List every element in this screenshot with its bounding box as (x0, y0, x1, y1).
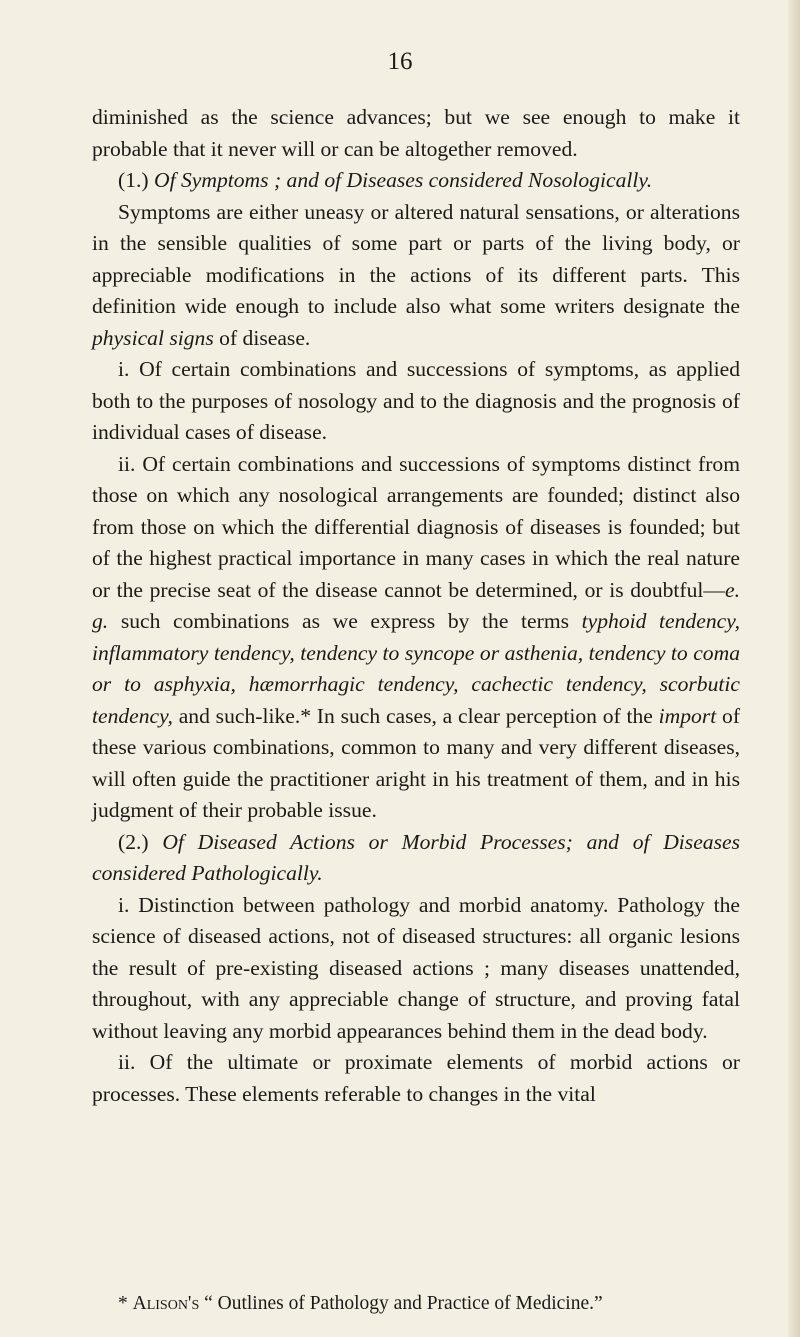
footnote-marker: * (118, 1293, 133, 1314)
italic-text: Of Symptoms ; and of Diseases considered Nosologically. (153, 168, 653, 192)
page-edge (788, 0, 800, 1337)
paragraph-item-i-pathology: i. Distinction between pathology and morbid anatomy. Pathology the science of diseased actions, not of diseased structures: all organic lesions the result of pre-existing diseased actions ; many diseases unattended, throughout, with any appreciable change of structure, and proving fatal without leaving any morbid appearances behind them in the dead body. (92, 892, 740, 1043)
paragraph-item-ii-elements: ii. Of the ultimate or proximate elements of morbid actions or processes. These elements referable to changes in the vital (92, 1050, 740, 1106)
section-heading-diseased-actions: (2.) Of Diseased Actions or Morbid Processes; and of Diseases considered Pathologically. (92, 829, 740, 885)
page-number: 16 (387, 48, 413, 75)
section-heading-symptoms: (1.) Of Symptoms ; and of Diseases considered Nosologically. (118, 168, 653, 192)
italic-text: import (658, 703, 717, 728)
paragraph-symptoms-definition: Symptoms are either uneasy or altered natural sensations, or alterations in the sensible qualities of some part or parts of the living body, or appreciable modifications in the actions of its different parts. This definition wide enough to include also what some writers designate the physical signs of disease. (92, 199, 740, 350)
italic-text: typhoid tendency, inflammatory tendency, tendency to syncope or asthenia, tendency to coma or to asphyxia, hæmorrhagic tendency, cachectic tendency, scorbutic tendency, (92, 609, 740, 728)
body-text (92, 102, 740, 1110)
paragraph-item-i-combinations: i. Of certain combinations and successions of symptoms, as applied both to the purposes of nosology and to the diagnosis and the prognosis of individual cases of disease. (92, 357, 740, 444)
italic-text: e. g. (92, 577, 740, 633)
italic-text: physical signs (92, 325, 214, 350)
italic-text: Of Diseased Actions or Morbid Processes; and of Diseases considered Pathologically. (92, 829, 740, 885)
paragraph-item-ii-tendencies: ii. Of certain combinations and successions of symptoms distinct from those on which any nosological arrangements are founded; distinct also from those on which the differential diagnosis of diseases is founded; but of the highest practical importance in many cases in which the real nature or the precise seat of the disease cannot be determined, or is doubtful—e. g. such combinations as we express by the terms typhoid tendency, inflammatory tendency, tendency to syncope or asthenia, tendency to coma or to asphyxia, hæmorrhagic tendency, cachectic tendency, scorbutic tendency, and such-like.* In such cases, a clear perception of the import of these various combinations, common to many and very different diseases, will often guide the practitioner aright in his treatment of them, and in his judgment of their probable issue. (92, 451, 741, 822)
footnote-text: “ Outlines of Pathology and Practice of Medicine.” (199, 1293, 603, 1314)
footnote (92, 1291, 740, 1317)
footnote-author: Alison's (132, 1293, 200, 1314)
paragraph-continuation: diminished as the science advances; but we see enough to make it probable that it never will or can be altogether removed. (92, 105, 740, 161)
